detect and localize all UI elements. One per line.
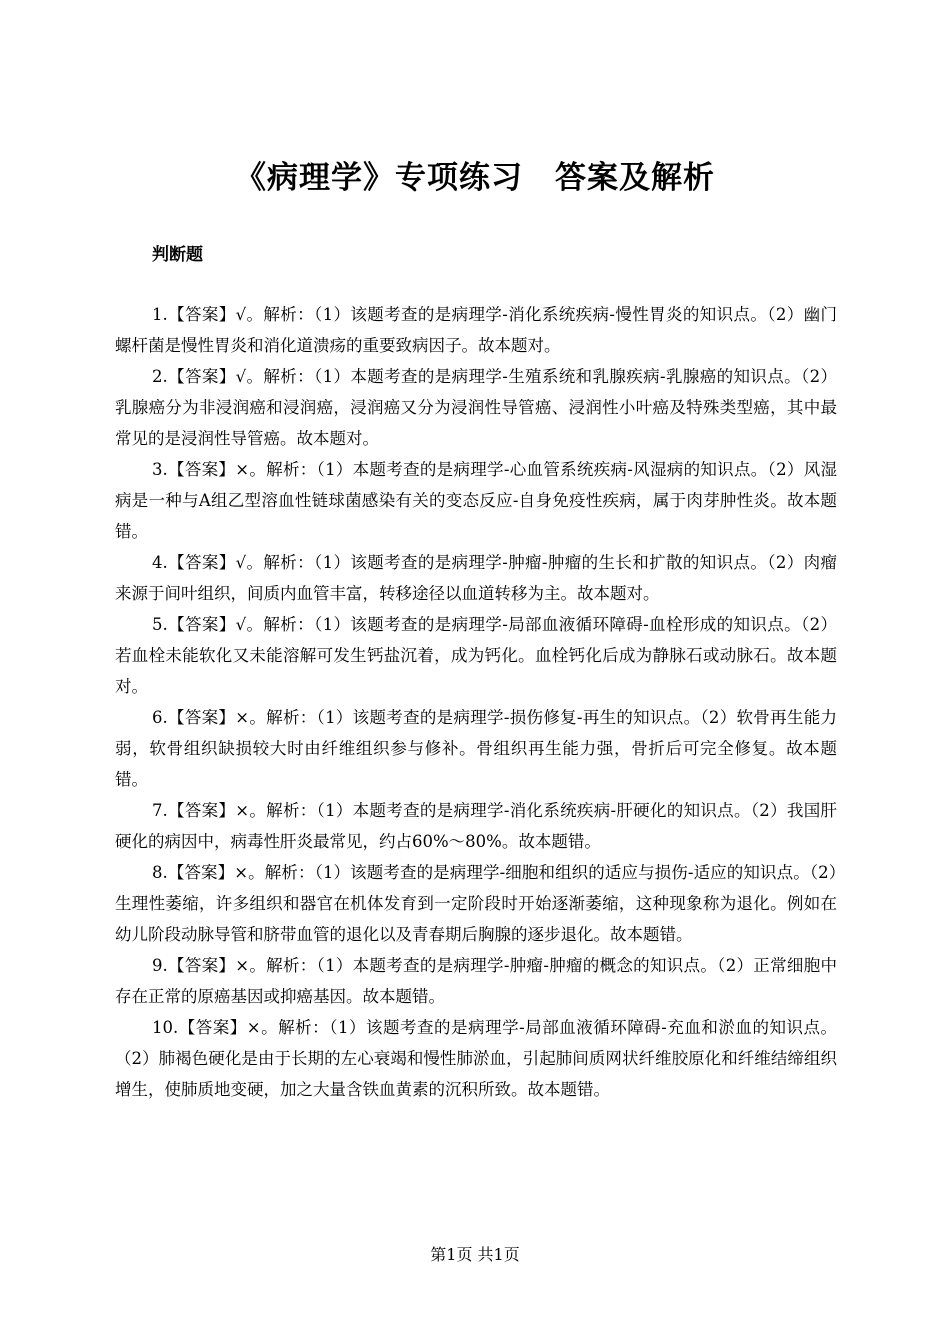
answer-item: 3.【答案】×。解析：（1）本题考查的是病理学-心血管系统疾病-风湿病的知识点。（2）风湿病是一种与A组乙型溶血性链球菌感染有关的变态反应-自身免疫性疾病，属于肉芽肿性炎。故本题错。	[115, 460, 837, 541]
answer-item: 2.【答案】√。解析：（1）本题考查的是病理学-生殖系统和乳腺疾病-乳腺癌的知识点。（2）乳腺癌分为非浸润癌和浸润癌，浸润癌又分为浸润性导管癌、浸润性小叶癌及特殊类型癌，其中最常见的是浸润性导管癌。故本题对。	[115, 367, 837, 448]
answer-list	[115, 299, 837, 1105]
answer-item: 1.【答案】√。解析：（1）该题考查的是病理学-消化系统疾病-慢性胃炎的知识点。（2）幽门螺杆菌是慢性胃炎和消化道溃疡的重要致病因子。故本题对。	[115, 305, 837, 355]
page-footer: 第1页 共1页	[430, 1245, 520, 1264]
section-heading: 判断题	[152, 245, 203, 265]
answer-item: 5.【答案】√。解析：（1）该题考查的是病理学-局部血液循环障碍-血栓形成的知识点。（2）若血栓未能软化又未能溶解可发生钙盐沉着，成为钙化。血栓钙化后成为静脉石或动脉石。故本题对。	[115, 615, 837, 696]
answer-item: 7.【答案】×。解析：（1）本题考查的是病理学-消化系统疾病-肝硬化的知识点。（2）我国肝硬化的病因中，病毒性肝炎最常见，约占60%～80%。故本题错。	[115, 801, 837, 851]
answer-item: 4.【答案】√。解析：（1）该题考查的是病理学-肿瘤-肿瘤的生长和扩散的知识点。（2）肉瘤来源于间叶组织，间质内血管丰富，转移途径以血道转移为主。故本题对。	[115, 553, 837, 603]
page-title: 《病理学》专项练习 答案及解析	[235, 160, 715, 196]
answer-item: 10.【答案】×。解析：（1）该题考查的是病理学-局部血液循环障碍-充血和淤血的知识点。（2）肺褐色硬化是由于长期的左心衰竭和慢性肺淤血，引起肺间质网状纤维胶原化和纤维结缔组织增生，使肺质地变硬，加之大量含铁血黄素的沉积所致。故本题错。	[115, 1018, 837, 1099]
answer-item: 8.【答案】×。解析：（1）该题考查的是病理学-细胞和组织的适应与损伤-适应的知识点。（2）生理性萎缩，许多组织和器官在机体发育到一定阶段时开始逐渐萎缩，这种现象称为退化。例如在幼儿阶段动脉导管和脐带血管的退化以及青春期后胸腺的逐步退化。故本题错。	[115, 863, 837, 944]
answer-item: 6.【答案】×。解析：（1）该题考查的是病理学-损伤修复-再生的知识点。（2）软骨再生能力弱，软骨组织缺损较大时由纤维组织参与修补。骨组织再生能力强，骨折后可完全修复。故本题错。	[115, 708, 837, 789]
answer-item: 9.【答案】×。解析：（1）本题考查的是病理学-肿瘤-肿瘤的概念的知识点。（2）正常细胞中存在正常的原癌基因或抑癌基因。故本题错。	[115, 956, 837, 1006]
